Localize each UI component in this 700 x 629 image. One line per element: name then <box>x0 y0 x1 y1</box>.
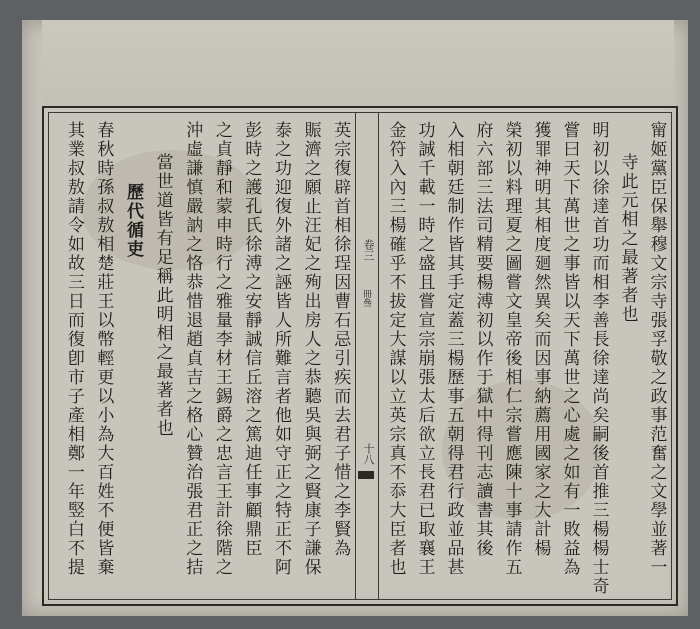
text-column: 賑濟之願止汪妃之殉出房人之恭聽吳與弼之賢康子謙保 <box>300 121 321 577</box>
text-column: 歷代循吏 <box>123 183 143 259</box>
text-column: 獲罪神明其相度廻然異矣而因事納薦用國家之大計楊 <box>530 121 551 558</box>
text-column: 英宗復辟首相徐珵因曹石忌引疾而去君子惜之李賢為 <box>330 121 351 558</box>
inner-frame <box>48 112 672 600</box>
text-column: 泰之功迎復外諸之誣皆人所難言者他如守正之特正不阿 <box>271 121 291 577</box>
fold-fish-tail-mark <box>358 471 374 479</box>
top-margin <box>42 20 674 106</box>
left-page <box>49 113 355 599</box>
text-column: 當世道皆有足稱此明相之最著者也 <box>152 153 173 438</box>
center-fold <box>355 113 379 599</box>
text-column: 入相朝廷制作皆其手定蓋三楊歷事五朝得君行政並品甚 <box>443 121 464 577</box>
text-column: 金符入內三楊確乎不拔定大謀以立英宗真不忝大臣者也 <box>385 121 406 577</box>
print-frame <box>42 106 678 606</box>
text-column: 彭時之護孔氏徐溥之安靜誠信丘溶之篤迪任事顧鼎臣 <box>241 121 262 558</box>
fold-volume-label: 卷三 <box>362 239 375 261</box>
text-column: 榮初以料理夏之圖嘗文皇帝後相仁宗嘗應陳十事請作五 <box>501 121 522 577</box>
text-column: 沖虛謙慎嚴訥之恪恭惜退趙貞吉之格心贊治張君正之拮 <box>182 121 203 577</box>
paper-sheet <box>22 20 688 616</box>
text-column: 其業叔敖請令如故三日而復卽市子產相鄭一年竪白不提 <box>63 121 84 577</box>
text-column: 甯姬黨臣保舉穆文宗寺張孚敬之政事范奮之文學並著一 <box>646 121 667 577</box>
text-column: 寺此元相之最著者也 <box>617 153 638 324</box>
text-column: 明初以徐達首功而相李善長徐達尚矣嗣後首推三楊楊士奇 <box>588 121 609 596</box>
text-column: 之貞靜和蒙申時行之雅量李材王錫爵之忠言王計徐階之 <box>211 121 232 577</box>
text-column: 春秋時孫叔敖相楚莊王以幣輕更以小為大百姓不便皆棄 <box>93 121 114 577</box>
fold-book-label: 冊叄 <box>361 289 371 307</box>
text-column: 嘗曰天下萬世之事皆以天下萬世之心處之如有一敗益為 <box>559 121 580 577</box>
text-column: 府六部三法司精要楊溥初以作于獄中得刊志讀書其後 <box>472 121 493 558</box>
text-column: 功誠千載一時之盛且嘗宣宗崩張太后欲立長君已取襄王 <box>414 121 435 577</box>
right-page <box>377 113 671 599</box>
fold-page-number: 十八 <box>362 443 375 465</box>
